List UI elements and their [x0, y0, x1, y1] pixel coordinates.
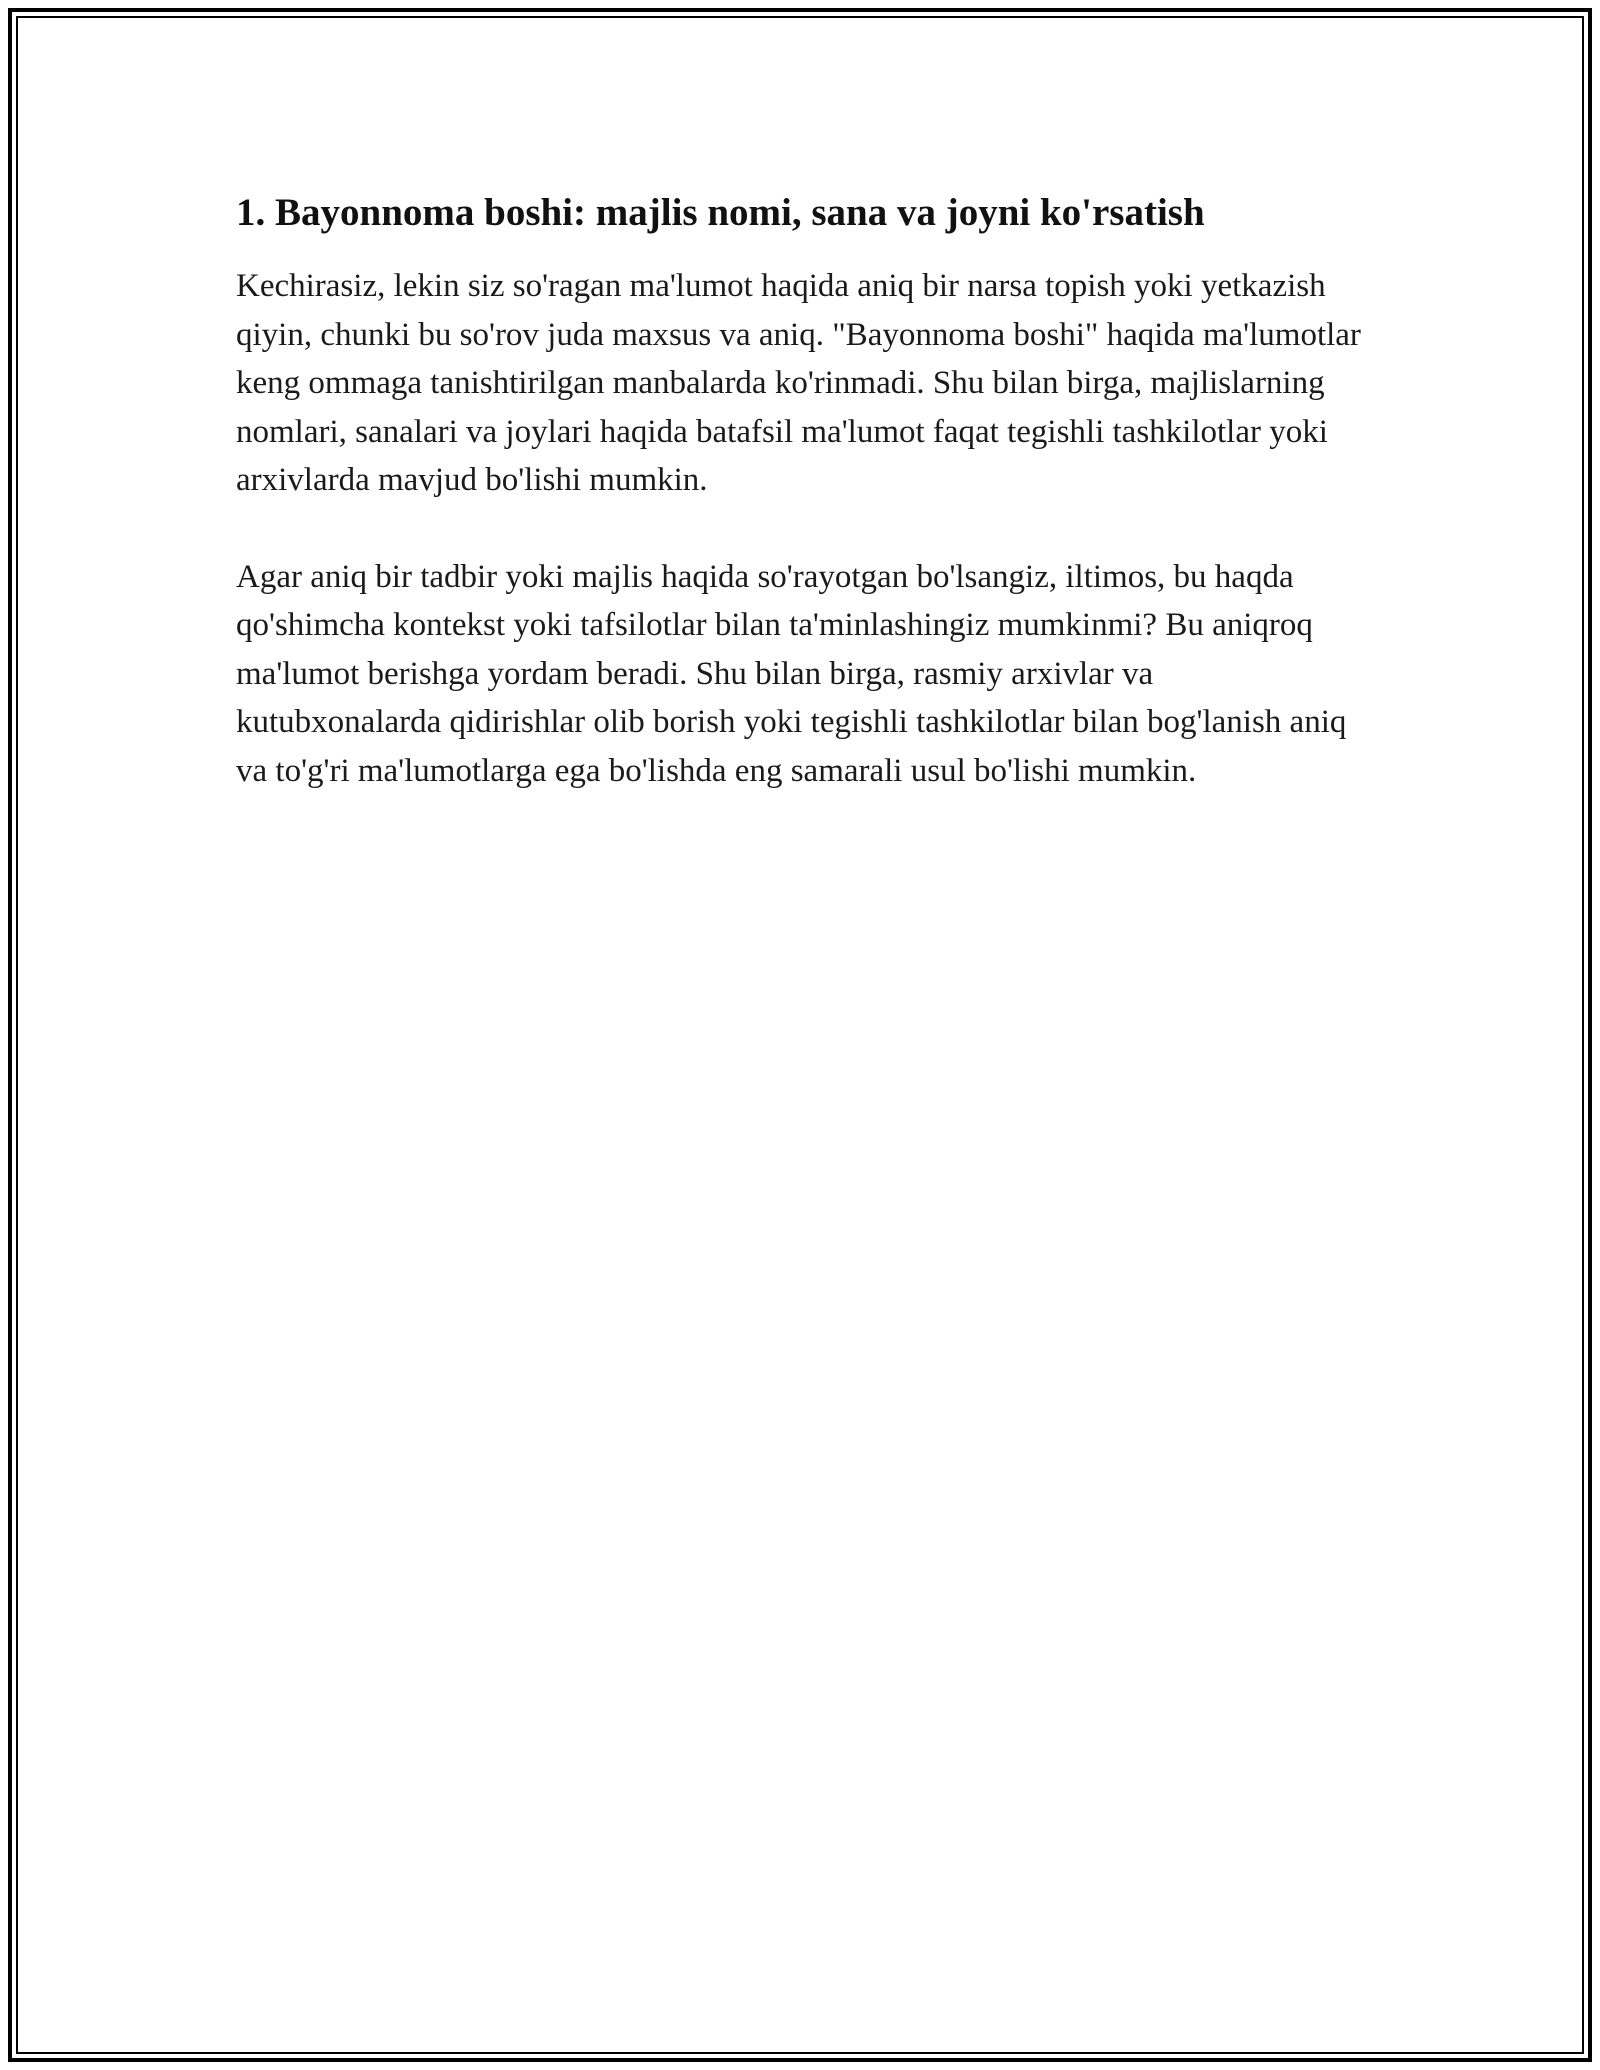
document-body: [236, 186, 1366, 795]
section-heading: 1. Bayonnoma boshi: majlis nomi, sana va joyni ko'rsatish: [236, 191, 1205, 234]
body-paragraph-1: Kechirasiz, lekin siz so'ragan ma'lumot haqida aniq bir narsa topish yoki yetkazish qiyin, chunki bu so'rov juda maxsus va aniq. "Bayonnoma boshi" haqida ma'lumotlar keng ommaga tanishtirilgan manbalarda ko'rinmadi. Shu bilan birga, majlislarning nomlari, sanalari va joylari haqida batafsil ma'lumot faqat tegishli tashkilotlar yoki arxivlarda mavjud bo'lishi mumkin.: [236, 268, 1361, 498]
body-paragraph-2: Agar aniq bir tadbir yoki majlis haqida so'rayotgan bo'lsangiz, iltimos, bu haqda qo'shimcha kontekst yoki tafsilotlar bilan ta'minlashingiz mumkinmi? Bu aniqroq ma'lumot berishga yordam beradi. Shu bilan birga, rasmiy arxivlar va kutubxonalarda qidirishlar olib borish yoki tegishli tashkilotlar bilan bog'lanish aniq va to'g'ri ma'lumotlarga ega bo'lishda eng samarali usul bo'lishi mumkin.: [236, 558, 1347, 789]
